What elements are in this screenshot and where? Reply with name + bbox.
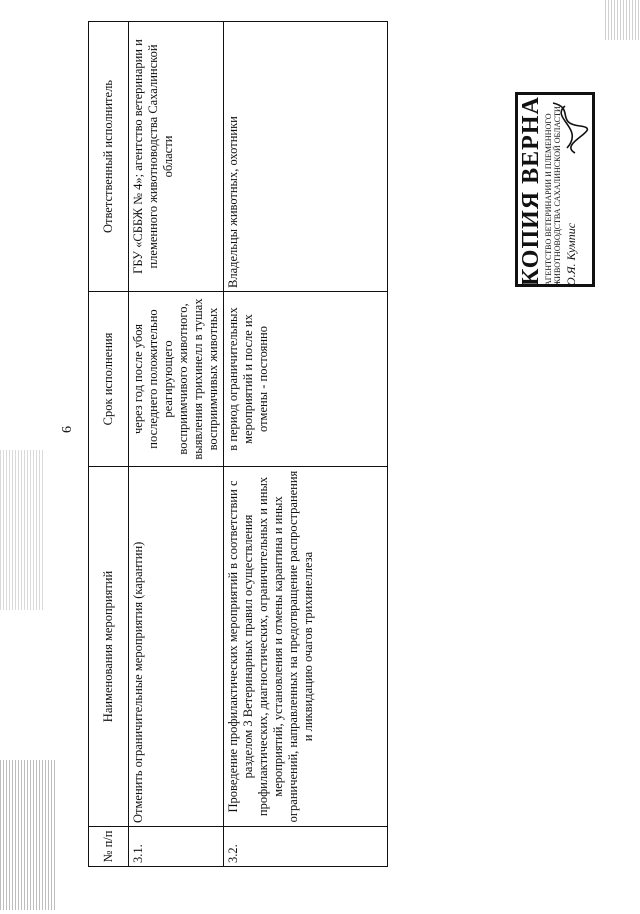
measures-table: [88, 21, 388, 867]
row-name: Проведение профилактических мероприятий в соответствии с разделом 3 Ветеринарных правил осуществления профилактических, диагностических, ограничительных и иных мероприятий, установления и отмены карантина и иных ограничений, направленных на предотвращение распространения и ликвидацию очагов трихинеллеза: [224, 467, 388, 827]
header-term: Срок исполнения: [89, 292, 129, 467]
header-responsible: Ответственный исполнитель: [89, 22, 129, 292]
row-responsible: ГБУ «СББЖ № 4»; агентство ветеринарии и племенного животноводства Сахалинской области: [129, 22, 224, 292]
handwritten-signature-icon: [545, 98, 590, 158]
row-term: через год после убоя последнего положительно реагирующего восприимчивого животного, выявления трихинелл в тушах восприимчивых животных: [129, 292, 224, 467]
header-name: Наименования мероприятий: [89, 467, 129, 827]
scan-artifact-right: [605, 0, 640, 40]
row-term: в период ограничительных мероприятий и после их отмены - постоянно: [224, 292, 388, 467]
row-responsible: Владельцы животных, охотники: [224, 22, 388, 292]
header-num: № п/п: [89, 827, 129, 867]
rotated-table-wrapper: [88, 22, 388, 867]
table-row: [224, 22, 388, 867]
scan-artifact-left: [0, 760, 55, 910]
row-num: 3.2.: [224, 827, 388, 867]
stamp-title: КОПИЯ ВЕРНА: [518, 96, 544, 286]
row-name: Отменить ограничительные мероприятия (карантин): [129, 467, 224, 827]
stamp-line-2: ЖИВОТНОВОДСТВА САХАЛИНСКОЙ ОБЛАСТИ: [553, 106, 562, 286]
page-number: 6: [60, 426, 75, 433]
stamp-signer: О.Я. Кумпис: [564, 222, 578, 286]
table-row: [129, 22, 224, 867]
scan-artifact-top: [0, 450, 45, 610]
row-num: 3.1.: [129, 827, 224, 867]
stamp-line-1: АГЕНТСТВО ВЕТЕРИНАРИИ И ПЛЕМЕННОГО: [544, 113, 553, 286]
table-header-row: [89, 22, 129, 867]
